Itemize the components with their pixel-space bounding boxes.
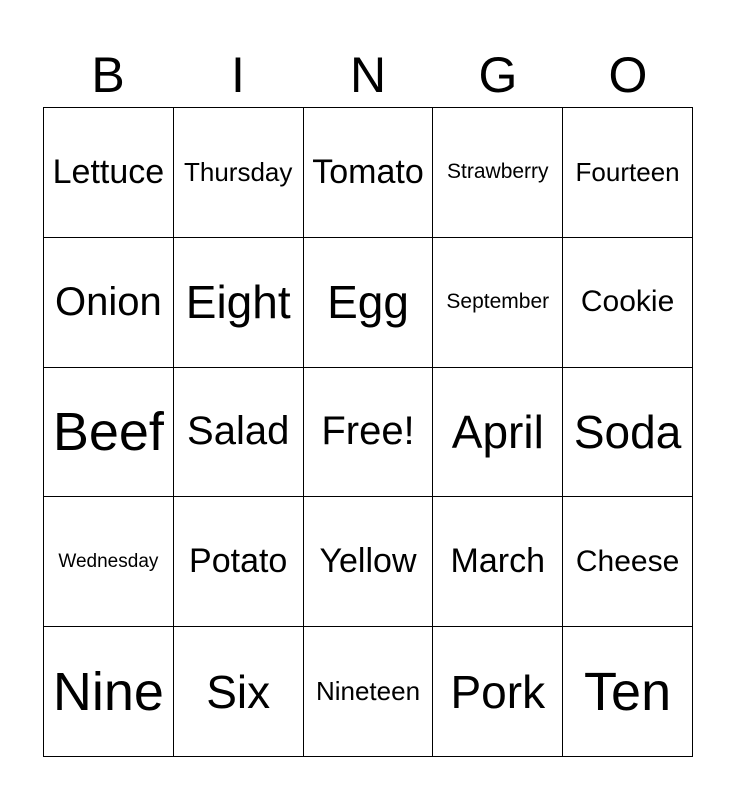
header-letter-o: O (608, 47, 648, 103)
bingo-cell[interactable]: Wednesday (44, 497, 174, 627)
bingo-cell[interactable]: Thursday (174, 108, 304, 238)
bingo-cell[interactable]: Beef (44, 368, 174, 498)
bingo-cell[interactable]: Nineteen (304, 627, 434, 757)
bingo-board (43, 107, 693, 757)
bingo-cell[interactable]: April (433, 368, 563, 498)
bingo-cell[interactable]: Eight (174, 238, 304, 368)
header-letter-n: N (349, 47, 387, 103)
bingo-cell[interactable]: September (433, 238, 563, 368)
header-letter-i: I (231, 47, 245, 103)
bingo-cell[interactable]: Six (174, 627, 304, 757)
bingo-cell[interactable]: March (433, 497, 563, 627)
bingo-cell[interactable]: Onion (44, 238, 174, 368)
bingo-cell[interactable]: Egg (304, 238, 434, 368)
bingo-cell[interactable]: Potato (174, 497, 304, 627)
bingo-cell[interactable]: Fourteen (563, 108, 693, 238)
bingo-cell[interactable]: Cookie (563, 238, 693, 368)
bingo-cell[interactable]: Ten (563, 627, 693, 757)
bingo-cell[interactable]: Tomato (304, 108, 434, 238)
header-letter-g: G (478, 47, 518, 103)
bingo-cell[interactable]: Yellow (304, 497, 434, 627)
bingo-cell[interactable]: Soda (563, 368, 693, 498)
bingo-cell[interactable]: Nine (44, 627, 174, 757)
bingo-cell[interactable]: Strawberry (433, 108, 563, 238)
bingo-free-cell[interactable]: Free! (304, 368, 434, 498)
bingo-cell[interactable]: Lettuce (44, 108, 174, 238)
bingo-cell[interactable]: Salad (174, 368, 304, 498)
bingo-header (43, 42, 693, 108)
header-letter-b: B (91, 47, 125, 103)
bingo-cell[interactable]: Pork (433, 627, 563, 757)
bingo-cell[interactable]: Cheese (563, 497, 693, 627)
